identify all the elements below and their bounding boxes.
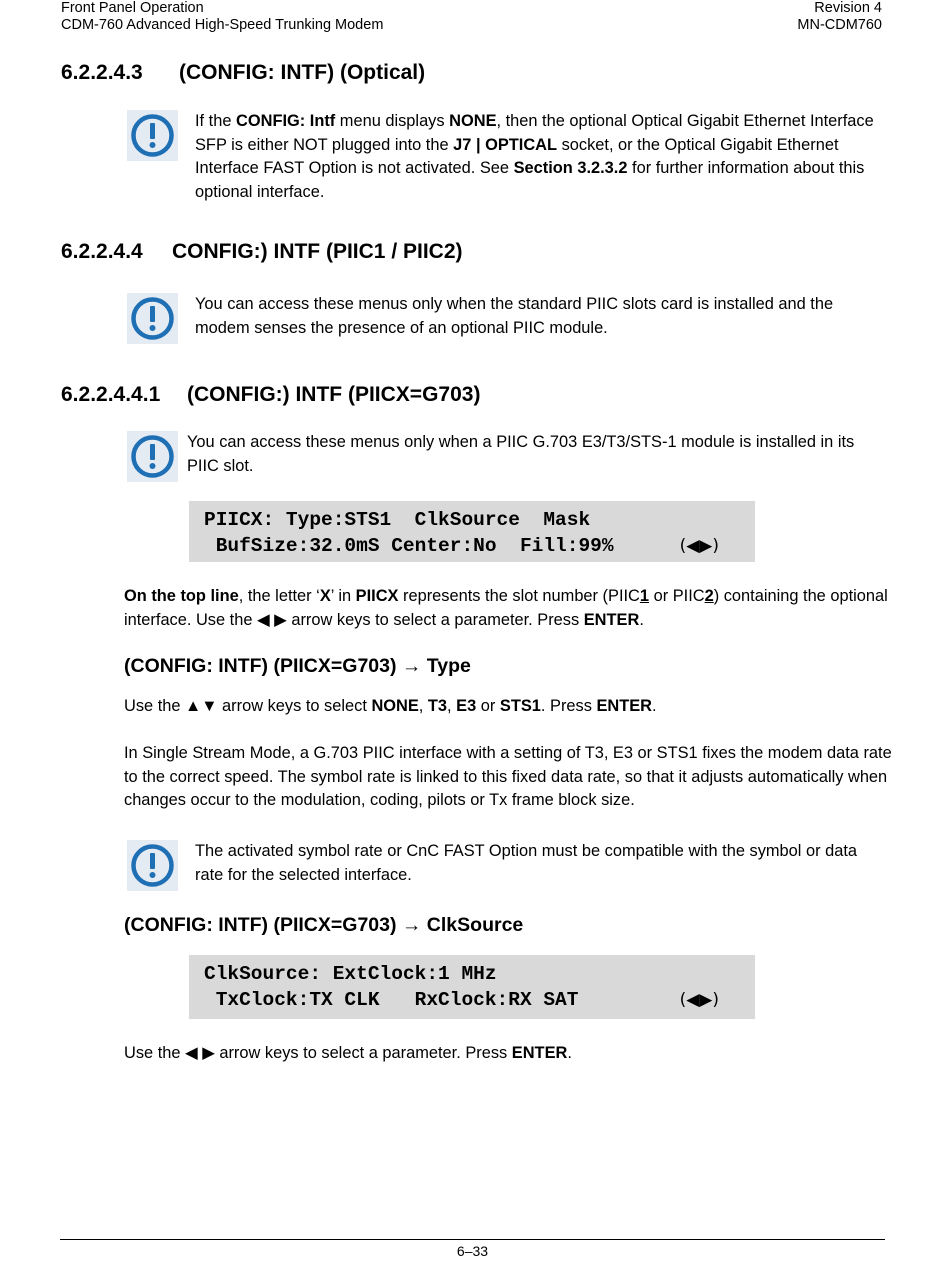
lcd-display-clksource [189,955,755,1019]
note-text: The activated symbol rate or CnC FAST Option must be compatible with the symbol or data rate for the selected interface. [195,842,857,884]
left-right-arrows-icon: (◀▶) [679,536,719,556]
section-title: (CONFIG:) INTF (PIICX=G703) [187,383,481,406]
running-header-left [61,0,383,34]
header-chapter: Front Panel Operation [61,0,204,16]
running-header-right [797,0,882,34]
page-number: 6–33 [456,1243,489,1259]
footer-rule [60,1239,885,1240]
note-g703-module [127,431,887,483]
paragraph-clksource: Use the ◀ ▶ arrow keys to select a parameter. Press ENTER. [124,1044,572,1062]
paragraph-top-line: On the top line, the letter ‘X’ in PIICX represents the slot number (PIIC1 or PIIC2) containing the optional interface. Use the ◀ ▶ arrow keys to select a parameter. Press ENTER. [124,587,888,629]
exclamation-circle-icon [127,293,178,344]
header-product: CDM-760 Advanced High-Speed Trunking Modem [61,17,384,33]
paragraph-single-stream: In Single Stream Mode, a G.703 PIIC interface with a setting of T3, E3 or STS1 fixes the modem data rate to the correct speed. The symbol rate is linked to this fixed data rate, so that it adjusts automatically when changes occur to the modulation, coding, pilots or Tx frame block size. [124,744,892,809]
section-number: 6.2.2.4.4 [61,240,143,263]
section-title: CONFIG:) INTF (PIIC1 / PIIC2) [172,240,463,263]
lcd-line-1: PIICX: Type:STS1 ClkSource Mask [204,509,591,531]
note-piic-slots [127,293,887,345]
section-heading-optical [61,61,425,85]
header-revision: Revision 4 [814,0,882,16]
section-number: 6.2.2.4.4.1 [61,383,161,406]
note-text: You can access these menus only when a PIIC G.703 E3/T3/STS-1 module is installed in its PIIC slot. [187,433,855,475]
section-heading-piic [61,240,463,264]
header-doc-number: MN-CDM760 [797,17,882,33]
exclamation-circle-icon [127,110,178,161]
exclamation-circle-icon [127,840,178,891]
section-title: (CONFIG: INTF) (Optical) [179,61,426,84]
left-right-arrows-icon: (◀▶) [679,990,719,1010]
lcd-line-2: TxClock:TX CLK RxClock:RX SAT (◀▶) [204,989,719,1011]
lcd-display-piicx [189,501,755,562]
note-optical [127,110,887,206]
lcd-line-1: ClkSource: ExtClock:1 MHz [204,963,497,985]
section-heading-g703 [61,383,480,407]
note-text: You can access these menus only when the standard PIIC slots card is installed and the modem senses the presence of an optional PIIC module. [195,295,834,337]
note-text: If the CONFIG: Intf menu displays NONE, then the optional Optical Gigabit Ethernet Interface SFP is either NOT plugged into the J7 | OPTICAL socket, or the Optical Gigabit Ethernet Interface FAST Option is not activated. See Section 3.2.3.2 for further information about this optional interface. [195,112,874,201]
section-number: 6.2.2.4.3 [61,61,143,84]
exclamation-circle-icon [127,431,178,482]
lcd-line-2: BufSize:32.0mS Center:No Fill:99% (◀▶) [204,535,719,557]
paragraph-type: Use the ▲▼ arrow keys to select NONE, T3, E3 or STS1. Press ENTER. [124,697,657,715]
note-symbol-rate [127,840,887,892]
subheading-clksource: (CONFIG: INTF) (PIICX=G703) → ClkSource [124,914,524,936]
subheading-type: (CONFIG: INTF) (PIICX=G703) → Type [124,655,471,677]
